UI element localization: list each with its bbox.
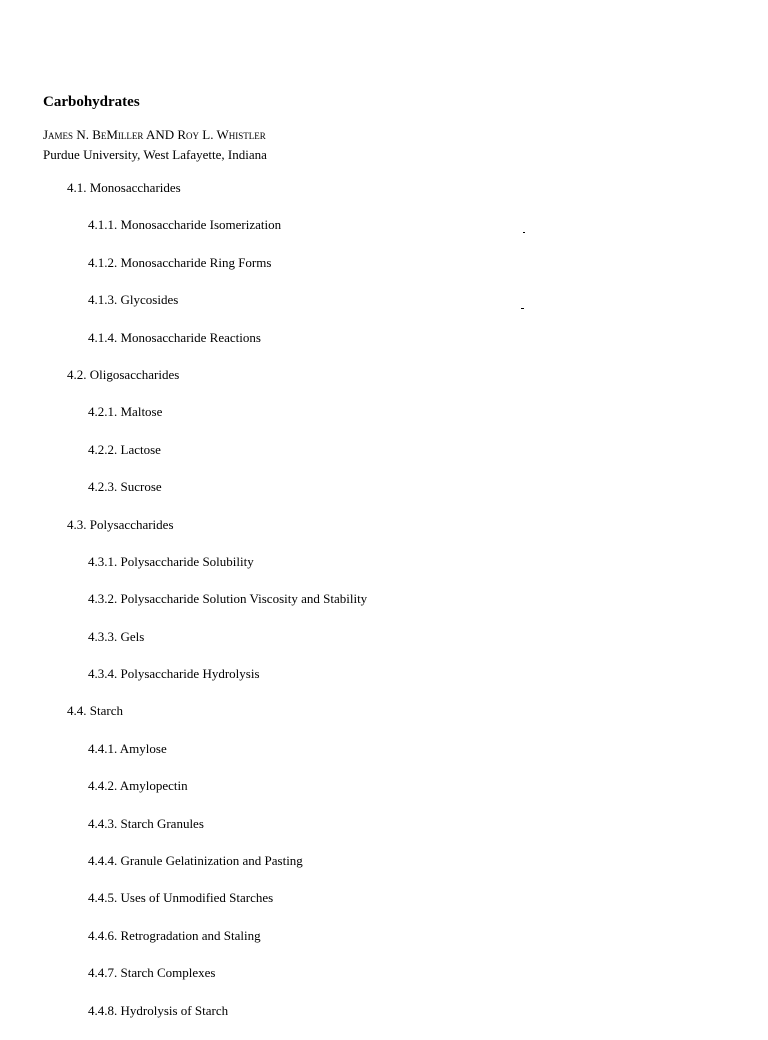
toc-subsection: 4.4.3. Starch Granules bbox=[88, 815, 204, 831]
document-title: Carbohydrates bbox=[43, 94, 140, 110]
toc-subsection: 4.1.3. Glycosides bbox=[88, 292, 179, 308]
toc-subsection: 4.2.2. Lactose bbox=[88, 441, 161, 457]
toc-subsection: 4.2.1. Maltose bbox=[88, 404, 163, 420]
toc-subsection: 4.1.4. Monosaccharide Reactions bbox=[88, 329, 261, 345]
toc-subsection: 4.4.2. Amylopectin bbox=[88, 778, 188, 794]
toc-subsection: 4.4.1. Amylose bbox=[88, 740, 167, 756]
toc-subsection: 4.4.4. Granule Gelatinization and Pasting bbox=[88, 853, 303, 869]
document-affiliation: Purdue University, West Lafayette, Indiana bbox=[43, 147, 267, 162]
toc-section: 4.1. Monosaccharides bbox=[67, 180, 181, 195]
stray-mark bbox=[523, 232, 525, 233]
toc-subsection: 4.1.2. Monosaccharide Ring Forms bbox=[88, 254, 272, 270]
toc-section: 4.4. Starch bbox=[67, 703, 123, 719]
toc-subsection: 4.3.1. Polysaccharide Solubility bbox=[88, 553, 254, 569]
toc-subsection: 4.3.3. Gels bbox=[88, 628, 145, 644]
stray-mark bbox=[521, 308, 524, 309]
toc-subsection: 4.4.7. Starch Complexes bbox=[88, 965, 216, 981]
table-of-contents bbox=[0, 180, 768, 1040]
toc-section: 4.2. Oligosaccharides bbox=[67, 366, 180, 382]
toc-subsection: 4.3.4. Polysaccharide Hydrolysis bbox=[88, 666, 260, 682]
document-authors: James N. BeMiller AND Roy L. Whistler bbox=[43, 127, 266, 142]
toc-subsection: 4.4.5. Uses of Unmodified Starches bbox=[88, 890, 274, 906]
toc-subsection: 4.3.2. Polysaccharide Solution Viscosity and Stability bbox=[88, 591, 368, 607]
toc-section: 4.3. Polysaccharides bbox=[67, 516, 174, 532]
toc-subsection: 4.1.1. Monosaccharide Isomerization bbox=[88, 217, 282, 233]
toc-subsection: 4.4.8. Hydrolysis of Starch bbox=[88, 1002, 229, 1018]
toc-subsection: 4.2.3. Sucrose bbox=[88, 479, 162, 495]
toc-subsection: 4.4.6. Retrogradation and Staling bbox=[88, 927, 261, 943]
